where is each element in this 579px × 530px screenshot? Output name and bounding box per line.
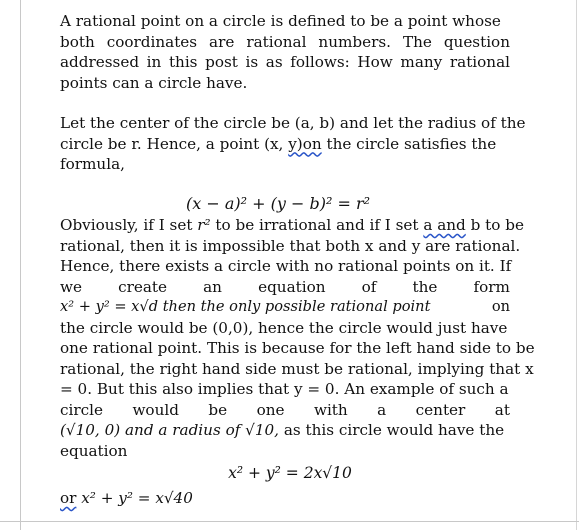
text-line-spread	[60, 400, 510, 421]
word: create	[118, 277, 168, 296]
text-line	[60, 52, 510, 73]
text-line: equation	[60, 441, 128, 460]
word: the	[412, 277, 438, 296]
text-line-content: addressed in this post is as follows: How many rational	[60, 53, 510, 71]
text-line-content: both coordinates are rational numbers. The question	[60, 32, 510, 51]
text-line: rational, the right hand side must be rational, implying that x	[60, 359, 534, 378]
text-line: Hence, there exists a circle with no rational points on it. If	[60, 257, 512, 275]
word: of	[361, 277, 377, 296]
text-line	[60, 32, 510, 53]
word: be	[208, 400, 228, 419]
text-line: one rational point. This is because for the left hand side to be	[60, 339, 535, 357]
text-line: the circle would be (0,0), hence the circle would just have	[60, 318, 508, 337]
text-line	[60, 297, 510, 318]
word: a	[377, 400, 387, 419]
equation-alternate	[60, 488, 510, 509]
math-inline: 𝑥² + 𝑦² = 𝑥√40	[76, 489, 193, 507]
text-line: = 0. But this also implies that y = 0. An example of such a	[60, 380, 509, 398]
word: at	[494, 400, 510, 419]
text-line: formula,	[60, 155, 125, 173]
paragraph-argument	[60, 215, 535, 461]
text-line: points can a circle have.	[60, 73, 248, 92]
paragraph-setup	[60, 113, 526, 175]
grammar-flag[interactable]: a and	[423, 216, 466, 234]
paragraph-intro	[60, 11, 510, 93]
text-fragment: on	[491, 298, 510, 315]
math-inline: (√10, 0) 𝑎𝑛𝑑 𝑎 𝑟𝑎𝑑𝑖𝑢𝑠 𝑜𝑓 √10,	[60, 421, 279, 439]
word: with	[313, 400, 348, 419]
word: we	[60, 277, 82, 296]
spelling-flag[interactable]: y)on	[288, 134, 322, 153]
spelling-flag[interactable]: or	[60, 489, 77, 507]
word: one	[256, 400, 285, 419]
word: would	[132, 400, 179, 419]
word: form	[473, 277, 510, 296]
text-line-spread	[60, 277, 510, 298]
word: equation	[258, 277, 326, 296]
text-fragment: circle be r. Hence, a point (x, y)on the circle satisfies the	[60, 134, 497, 153]
left-margin-guide	[20, 0, 21, 530]
right-edge-guide	[576, 0, 577, 530]
bottom-margin-guide	[0, 521, 579, 522]
word: center	[415, 400, 466, 419]
text-line	[60, 488, 510, 509]
text-line	[60, 134, 510, 155]
text-line: Obviously, if I set 𝑟² to be irrational and if I set a and b to be	[60, 216, 524, 234]
equation-circle: (𝑥 − 𝑎)² + (𝑦 − 𝑏)² = 𝑟²	[185, 194, 370, 213]
word: circle	[60, 400, 103, 419]
text-line: A rational point on a circle is defined to be a point whose	[60, 12, 501, 30]
text-line: (√10, 0) 𝑎𝑛𝑑 𝑎 𝑟𝑎𝑑𝑖𝑢𝑠 𝑜𝑓 √10, as this circle would have the	[60, 421, 505, 439]
equation-example: 𝑥² + 𝑦² = 2𝑥√10	[228, 464, 352, 482]
word: an	[203, 277, 222, 296]
text-line: Let the center of the circle be (a, b) and let the radius of the	[60, 114, 526, 132]
text-line: rational, then it is impossible that both x and y are rational.	[60, 236, 521, 255]
math-inline: 𝑟²	[197, 216, 211, 234]
math-inline: 𝑥² + 𝑦² = 𝑥√𝑑 𝑡ℎ𝑒𝑛 𝑡ℎ𝑒 𝑜𝑛𝑙𝑦 𝑝𝑜𝑠𝑠𝑖𝑏𝑙𝑒 𝑟𝑎𝑡𝑖𝑜𝑛𝑎𝑙 𝑝𝑜𝑖𝑛𝑡	[60, 298, 431, 315]
